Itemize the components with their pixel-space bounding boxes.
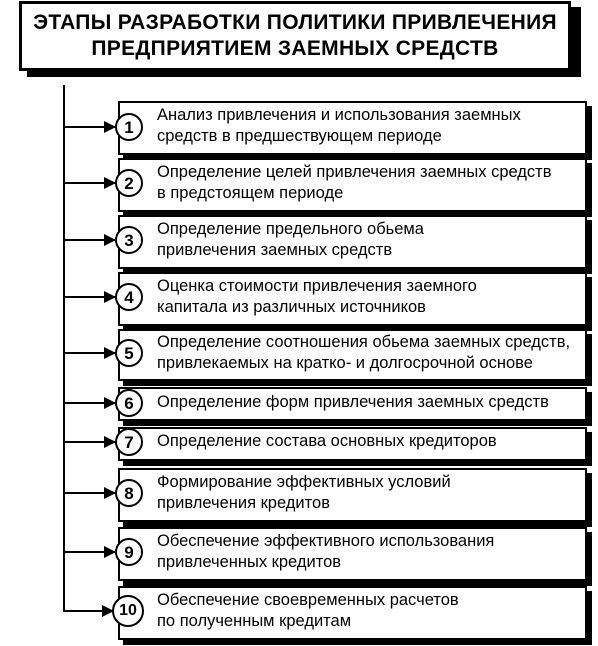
stage-1-line-1: Анализ привлечения и использования заемных <box>157 106 521 124</box>
stage-7-line-1: Определение состава основных кредиторов <box>157 432 497 450</box>
stage-4-line-2: капитала из различных источников <box>157 298 426 316</box>
stage-number-6: 6 <box>115 389 143 417</box>
stage-text-6 <box>157 392 581 413</box>
stage-text-7 <box>157 431 581 452</box>
stage-number-5: 5 <box>115 339 143 367</box>
stage-6-line-1: Определение форм привлечения заемных средств <box>157 393 549 411</box>
stage-9-line-1: Обеспечение эффективного использования <box>157 532 495 550</box>
stage-number-7: 7 <box>115 428 143 456</box>
stage-number-3: 3 <box>115 226 143 254</box>
stage-text-4 <box>157 276 581 318</box>
stage-5-line-2: привлекаемых на кратко- и долгосрочной основе <box>157 354 533 372</box>
stage-3-line-2: привлечения заемных средств <box>157 241 393 259</box>
stage-8-line-2: привлечения кредитов <box>157 494 330 512</box>
stage-3-line-1: Определение предельного обьема <box>157 220 424 238</box>
stage-number-1: 1 <box>115 113 143 141</box>
stage-10-line-1: Обеспечение своевременных расчетов <box>157 591 459 609</box>
stage-text-5 <box>157 332 581 374</box>
stage-text-2 <box>157 162 581 204</box>
stage-number-4: 4 <box>115 283 143 311</box>
stage-8-line-1: Формирование эффективных условий <box>157 473 451 491</box>
title-line-1: ЭТАПЫ РАЗРАБОТКИ ПОЛИТИКИ ПРИВЛЕЧЕНИЯ <box>33 11 557 34</box>
stage-2-line-1: Определение целей привлечения заемных средств <box>157 163 552 181</box>
stage-5-line-1: Определение соотношения обьема заемных средств, <box>157 333 571 351</box>
stage-4-line-1: Оценка стоимости привлечения заемного <box>157 277 477 295</box>
stage-text-10 <box>157 590 581 632</box>
stage-number-8: 8 <box>115 479 143 507</box>
stage-9-line-2: привлеченных кредитов <box>157 553 342 571</box>
title-line-2: ПРЕДПРИЯТИЕМ ЗАЕМНЫХ СРЕДСТВ <box>91 37 499 60</box>
stage-10-line-2: по полученным кредитам <box>157 612 352 630</box>
stage-text-8 <box>157 472 581 514</box>
stage-number-9: 9 <box>115 538 143 566</box>
stage-2-line-2: в предстоящем периоде <box>157 184 344 202</box>
stage-number-10: 10 <box>112 595 144 627</box>
stage-number-2: 2 <box>115 169 143 197</box>
stage-text-1 <box>157 105 581 147</box>
stage-text-3 <box>157 219 581 261</box>
stage-text-9 <box>157 531 581 573</box>
stage-1-line-2: средств в предшествующем периоде <box>157 127 442 145</box>
